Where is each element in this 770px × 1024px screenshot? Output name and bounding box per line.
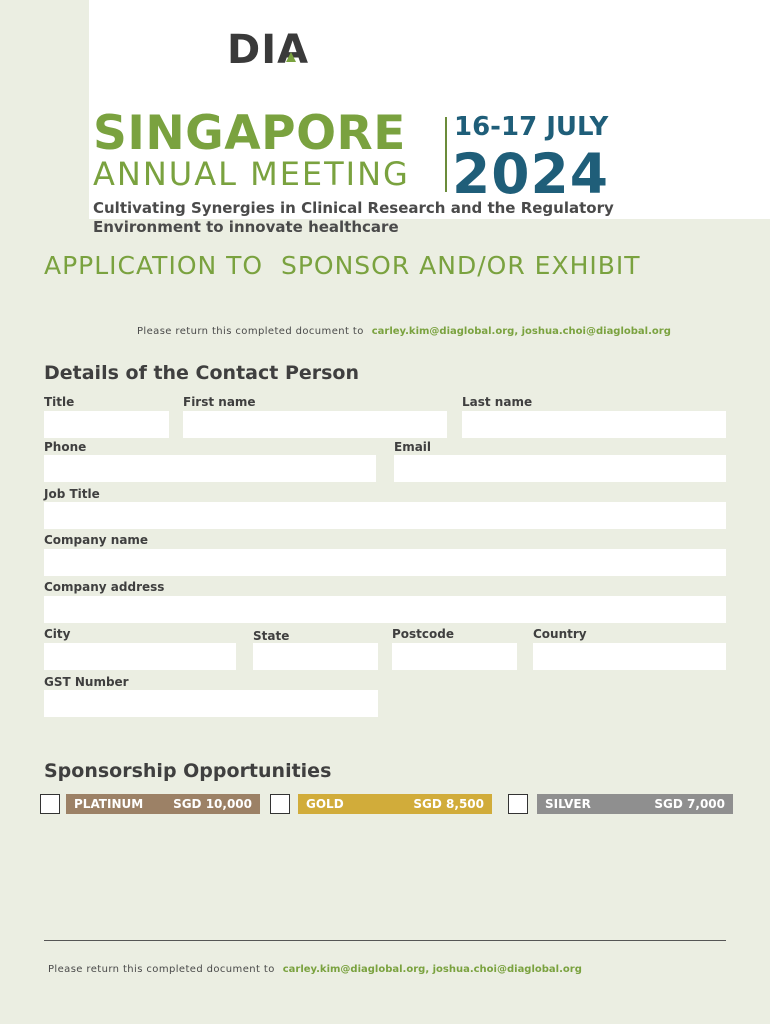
return-email-link[interactable]: carley.kim@diaglobal.org, joshua.choi@diaglobal.org <box>371 326 671 337</box>
tier-name: SILVER <box>545 797 591 811</box>
event-city: SINGAPORE <box>93 106 406 161</box>
country-field[interactable] <box>533 643 726 670</box>
company-name-field[interactable] <box>44 549 726 576</box>
postcode-field[interactable] <box>392 643 517 670</box>
postcode-label: Postcode <box>392 627 455 641</box>
first-name-field[interactable] <box>183 411 447 438</box>
state-label: State <box>253 629 290 643</box>
tier-gold <box>298 794 492 814</box>
event-name: ANNUAL MEETING <box>93 155 410 193</box>
tier-price: SGD 8,500 <box>413 797 484 811</box>
gold-checkbox[interactable] <box>270 794 290 814</box>
company-address-field[interactable] <box>44 596 726 623</box>
tier-silver <box>537 794 733 814</box>
title-label: Title <box>44 395 75 409</box>
dia-logo: DIA <box>227 27 310 73</box>
phone-field[interactable] <box>44 455 376 482</box>
event-dates: 16-17 JULY <box>454 112 609 142</box>
job-title-field[interactable] <box>44 502 726 529</box>
email-label: Email <box>394 440 432 454</box>
phone-label: Phone <box>44 440 87 454</box>
email-field[interactable] <box>394 455 726 482</box>
country-label: Country <box>533 627 587 641</box>
tier-platinum <box>66 794 260 814</box>
job-title-label: Job Title <box>44 487 100 501</box>
silver-checkbox[interactable] <box>508 794 528 814</box>
tier-name: GOLD <box>306 797 344 811</box>
footer-divider <box>44 940 726 941</box>
return-note-top <box>137 326 671 337</box>
company-address-label: Company address <box>44 580 165 594</box>
gst-field[interactable] <box>44 690 378 717</box>
title-field[interactable] <box>44 411 169 438</box>
return-note-text: Please return this completed document to <box>48 964 275 975</box>
tier-price: SGD 10,000 <box>173 797 252 811</box>
return-email-link[interactable]: carley.kim@diaglobal.org, joshua.choi@diaglobal.org <box>282 964 582 975</box>
city-field[interactable] <box>44 643 236 670</box>
state-field[interactable] <box>253 643 378 670</box>
tier-price: SGD 7,000 <box>654 797 725 811</box>
tier-name: PLATINUM <box>74 797 144 811</box>
last-name-label: Last name <box>462 395 533 409</box>
return-note-bottom <box>48 964 582 975</box>
city-label: City <box>44 627 71 641</box>
contact-heading: Details of the Contact Person <box>44 362 360 384</box>
return-note-text: Please return this completed document to <box>137 326 364 337</box>
logo-triangle-icon <box>286 52 296 62</box>
gst-label: GST Number <box>44 675 129 689</box>
first-name-label: First name <box>183 395 256 409</box>
sponsorship-heading: Sponsorship Opportunities <box>44 760 332 782</box>
form-title: APPLICATION TO SPONSOR AND/OR EXHIBIT <box>44 251 641 280</box>
event-year: 2024 <box>452 142 610 206</box>
company-name-label: Company name <box>44 533 149 547</box>
last-name-field[interactable] <box>462 411 726 438</box>
header-divider <box>445 117 447 192</box>
platinum-checkbox[interactable] <box>40 794 60 814</box>
event-subtitle: Cultivating Synergies in Clinical Research and the Regulatory Environment to innovate healthcare <box>93 199 614 236</box>
